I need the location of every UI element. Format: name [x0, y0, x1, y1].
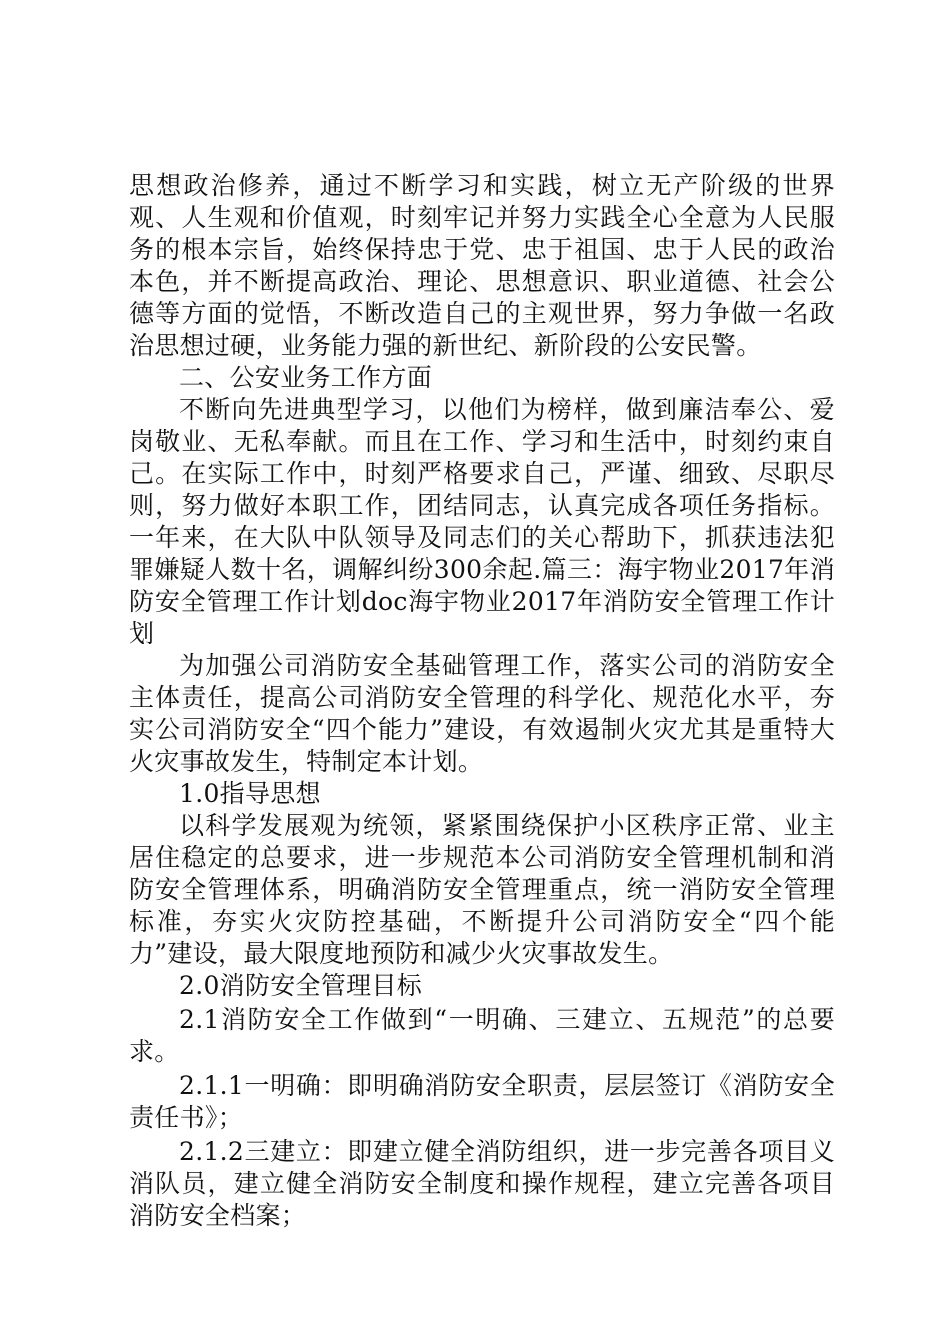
- heading-guiding-ideology: 1.0指导思想: [179, 779, 321, 808]
- paragraph-goal-2-1-2: 2.1.2三建立：即建立健全消防组织，进一步完善各项目义消队员，建立健全消防安全制度和操作规程，建立完善各项目消防安全档案；: [129, 1137, 835, 1230]
- heading-management-goals: 2.0消防安全管理目标: [179, 971, 423, 1000]
- heading-police-work: 二、公安业务工作方面: [179, 363, 433, 392]
- paragraph-goal-2-1: 2.1消防安全工作做到“一明确、三建立、五规范”的总要求。: [129, 1005, 835, 1066]
- paragraph-goal-2-1-1: 2.1.1一明确：即明确消防安全职责，层层签订《消防安全责任书》；: [129, 1071, 835, 1132]
- paragraph-guiding-ideology: 以科学发展观为统领，紧紧围绕保护小区秩序正常、业主居住稳定的总要求，进一步规范本公司消防安全管理机制和消防安全管理体系，明确消防安全管理重点，统一消防安全管理标准，夯实火灾防控基础，不断提升公司消防安全“四个能力”建设，最大限度地预防和减少火灾事故发生。: [129, 811, 835, 968]
- paragraph-police-work: 不断向先进典型学习，以他们为榜样，做到廉洁奉公、爱岗敬业、无私奉献。而且在工作、学习和生活中，时刻约束自己。在实际工作中，时刻严格要求自己，严谨、细致、尽职尽则，努力做好本职工作，团结同志，认真完成各项任务指标。一年来，在大队中队领导及同志们的关心帮助下，抓获违法犯罪嫌疑人数十名，调解纠纷300余起.篇三：海宇物业2017年消防安全管理工作计划doc海宇物业2017年消防安全管理工作计划: [129, 395, 835, 648]
- paragraph-plan-purpose: 为加强公司消防安全基础管理工作，落实公司的消防安全主体责任，提高公司消防安全管理的科学化、规范化水平，夯实公司消防安全“四个能力”建设，有效遏制火灾尤其是重特大火灾事故发生，特制定本计划。: [129, 651, 835, 776]
- paragraph-political-cultivation: 思想政治修养，通过不断学习和实践，树立无产阶级的世界观、人生观和价值观，时刻牢记并努力实践全心全意为人民服务的根本宗旨，始终保持忠于党、忠于祖国、忠于人民的政治本色，并不断提高政治、理论、思想意识、职业道德、社会公德等方面的觉悟，不断改造自己的主观世界，努力争做一名政治思想过硬，业务能力强的新世纪、新阶段的公安民警。: [129, 171, 835, 360]
- document-page: [129, 170, 835, 1232]
